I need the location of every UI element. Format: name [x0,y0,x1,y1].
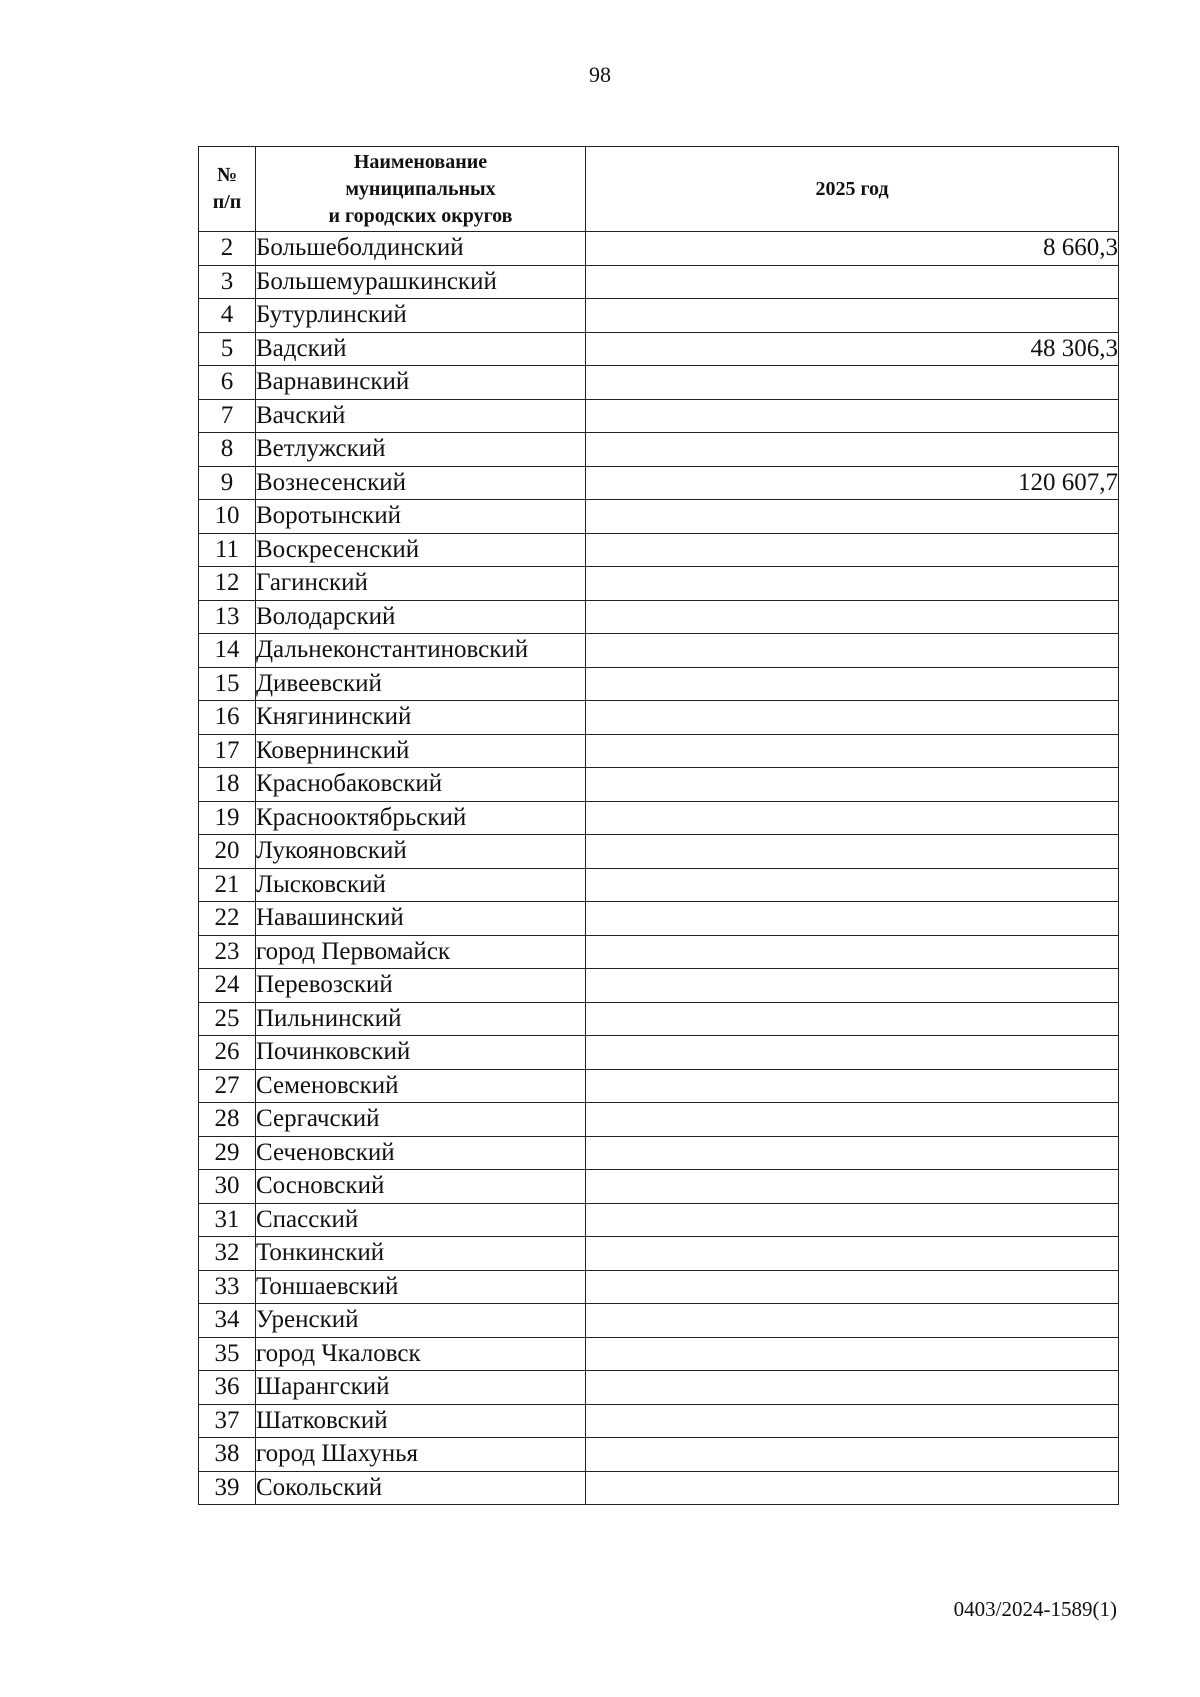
amount-cell [586,1170,1119,1204]
district-name-cell: Навашинский [256,902,586,936]
amount-cell [586,500,1119,534]
header-year: 2025 год [586,147,1119,232]
amount-cell [586,1304,1119,1338]
row-number-cell: 20 [199,835,256,869]
amount-cell [586,634,1119,668]
page-number: 98 [589,62,611,87]
amount-cell [586,1438,1119,1472]
row-number-cell: 5 [199,332,256,366]
allocation-table [198,146,1119,1505]
row-number-cell: 35 [199,1337,256,1371]
row-number-cell: 19 [199,801,256,835]
table-row [199,1270,1119,1304]
amount-cell [586,1103,1119,1137]
table-row [199,1069,1119,1103]
amount-cell [586,902,1119,936]
amount-cell [586,701,1119,735]
table-row [199,399,1119,433]
row-number-cell: 8 [199,433,256,467]
table-header [199,147,1119,232]
district-name-cell: Краснооктябрьский [256,801,586,835]
amount-cell [586,567,1119,601]
district-name-cell: Вознесенский [256,466,586,500]
row-number-cell: 31 [199,1203,256,1237]
table-row [199,701,1119,735]
row-number-cell: 13 [199,600,256,634]
district-name-cell: Уренский [256,1304,586,1338]
table-row [199,332,1119,366]
table-row [199,634,1119,668]
amount-cell: 48 306,3 [586,332,1119,366]
amount-cell: 120 607,7 [586,466,1119,500]
district-name-cell: Сеченовский [256,1136,586,1170]
table-row [199,299,1119,333]
district-name-cell: Варнавинский [256,366,586,400]
district-name-cell: Починковский [256,1036,586,1070]
header-name-line2: муниципальных [345,177,496,200]
district-name-cell: Бутурлинский [256,299,586,333]
district-name-cell: Тоншаевский [256,1270,586,1304]
table-row [199,1036,1119,1070]
table-row [199,567,1119,601]
amount-cell [586,433,1119,467]
table-row [199,265,1119,299]
table-row [199,768,1119,802]
table-row [199,734,1119,768]
table-row [199,1002,1119,1036]
amount-cell [586,299,1119,333]
table-row [199,1304,1119,1338]
row-number-cell: 17 [199,734,256,768]
table-row [199,667,1119,701]
district-name-cell: Большеболдинский [256,232,586,266]
district-name-cell: Семеновский [256,1069,586,1103]
table-row [199,868,1119,902]
row-number-cell: 14 [199,634,256,668]
row-number-cell: 21 [199,868,256,902]
table-row [199,902,1119,936]
amount-cell: 8 660,3 [586,232,1119,266]
district-name-cell: Пильнинский [256,1002,586,1036]
amount-cell [586,969,1119,1003]
district-name-cell: Краснобаковский [256,768,586,802]
amount-cell [586,1036,1119,1070]
table-row [199,1170,1119,1204]
district-name-cell: Лысковский [256,868,586,902]
row-number-cell: 23 [199,935,256,969]
amount-cell [586,399,1119,433]
row-number-cell: 10 [199,500,256,534]
row-number-cell: 22 [199,902,256,936]
amount-cell [586,1203,1119,1237]
header-row [199,147,1119,232]
row-number-cell: 37 [199,1404,256,1438]
table-row [199,466,1119,500]
row-number-cell: 3 [199,265,256,299]
district-name-cell: Сокольский [256,1471,586,1505]
row-number-cell: 25 [199,1002,256,1036]
row-number-cell: 29 [199,1136,256,1170]
amount-cell [586,533,1119,567]
table-row [199,969,1119,1003]
district-name-cell: Вадский [256,332,586,366]
amount-cell [586,1136,1119,1170]
district-name-cell: Ковернинский [256,734,586,768]
header-number-line2: п/п [212,191,242,213]
table-row [199,1438,1119,1472]
table-body [199,232,1119,1505]
amount-cell [586,1337,1119,1371]
district-name-cell: Володарский [256,600,586,634]
amount-cell [586,265,1119,299]
row-number-cell: 9 [199,466,256,500]
table-row [199,1237,1119,1271]
district-name-cell: Воскресенский [256,533,586,567]
table-row [199,935,1119,969]
amount-cell [586,835,1119,869]
table-row [199,433,1119,467]
table-row [199,835,1119,869]
district-name-cell: город Чкаловск [256,1337,586,1371]
table-row [199,1337,1119,1371]
row-number-cell: 16 [199,701,256,735]
district-name-cell: Сергачский [256,1103,586,1137]
header-number-line1: № [216,164,238,186]
header-name [256,147,586,232]
district-name-cell: Дальнеконстантиновский [256,634,586,668]
amount-cell [586,600,1119,634]
amount-cell [586,768,1119,802]
row-number-cell: 11 [199,533,256,567]
amount-cell [586,1069,1119,1103]
table-row [199,1203,1119,1237]
district-name-cell: Тонкинский [256,1237,586,1271]
district-name-cell: Гагинский [256,567,586,601]
table-row [199,1471,1119,1505]
district-name-cell: Вачский [256,399,586,433]
table-row [199,1404,1119,1438]
row-number-cell: 27 [199,1069,256,1103]
district-name-cell: Большемурашкинский [256,265,586,299]
table-row [199,801,1119,835]
row-number-cell: 6 [199,366,256,400]
row-number-cell: 4 [199,299,256,333]
row-number-cell: 12 [199,567,256,601]
district-name-cell: Воротынский [256,500,586,534]
row-number-cell: 36 [199,1371,256,1405]
header-name-line3: и городских округов [328,204,513,227]
table-row [199,366,1119,400]
row-number-cell: 34 [199,1304,256,1338]
district-name-cell: Княгининский [256,701,586,735]
district-name-cell: Лукояновский [256,835,586,869]
row-number-cell: 15 [199,667,256,701]
header-name-line1: Наименование [353,150,488,173]
district-name-cell: Ветлужский [256,433,586,467]
district-name-cell: город Первомайск [256,935,586,969]
row-number-cell: 38 [199,1438,256,1472]
row-number-cell: 30 [199,1170,256,1204]
amount-cell [586,1002,1119,1036]
row-number-cell: 33 [199,1270,256,1304]
district-name-cell: Шатковский [256,1404,586,1438]
district-name-cell: Сосновский [256,1170,586,1204]
table-row [199,1136,1119,1170]
row-number-cell: 26 [199,1036,256,1070]
district-name-cell: город Шахунья [256,1438,586,1472]
amount-cell [586,868,1119,902]
amount-cell [586,1371,1119,1405]
row-number-cell: 32 [199,1237,256,1271]
table-row [199,600,1119,634]
table-row [199,1371,1119,1405]
district-name-cell: Спасский [256,1203,586,1237]
amount-cell [586,734,1119,768]
district-name-cell: Перевозский [256,969,586,1003]
amount-cell [586,1404,1119,1438]
district-name-cell: Дивеевский [256,667,586,701]
row-number-cell: 24 [199,969,256,1003]
amount-cell [586,935,1119,969]
header-number [199,147,256,232]
amount-cell [586,1270,1119,1304]
row-number-cell: 18 [199,768,256,802]
amount-cell [586,1237,1119,1271]
row-number-cell: 28 [199,1103,256,1137]
amount-cell [586,366,1119,400]
row-number-cell: 7 [199,399,256,433]
amount-cell [586,667,1119,701]
table-row [199,232,1119,266]
table-row [199,500,1119,534]
district-name-cell: Шарангский [256,1371,586,1405]
amount-cell [586,801,1119,835]
amount-cell [586,1471,1119,1505]
table-row [199,533,1119,567]
document-code: 0403/2024-1589(1) [953,1597,1117,1621]
table-row [199,1103,1119,1137]
row-number-cell: 39 [199,1471,256,1505]
row-number-cell: 2 [199,232,256,266]
